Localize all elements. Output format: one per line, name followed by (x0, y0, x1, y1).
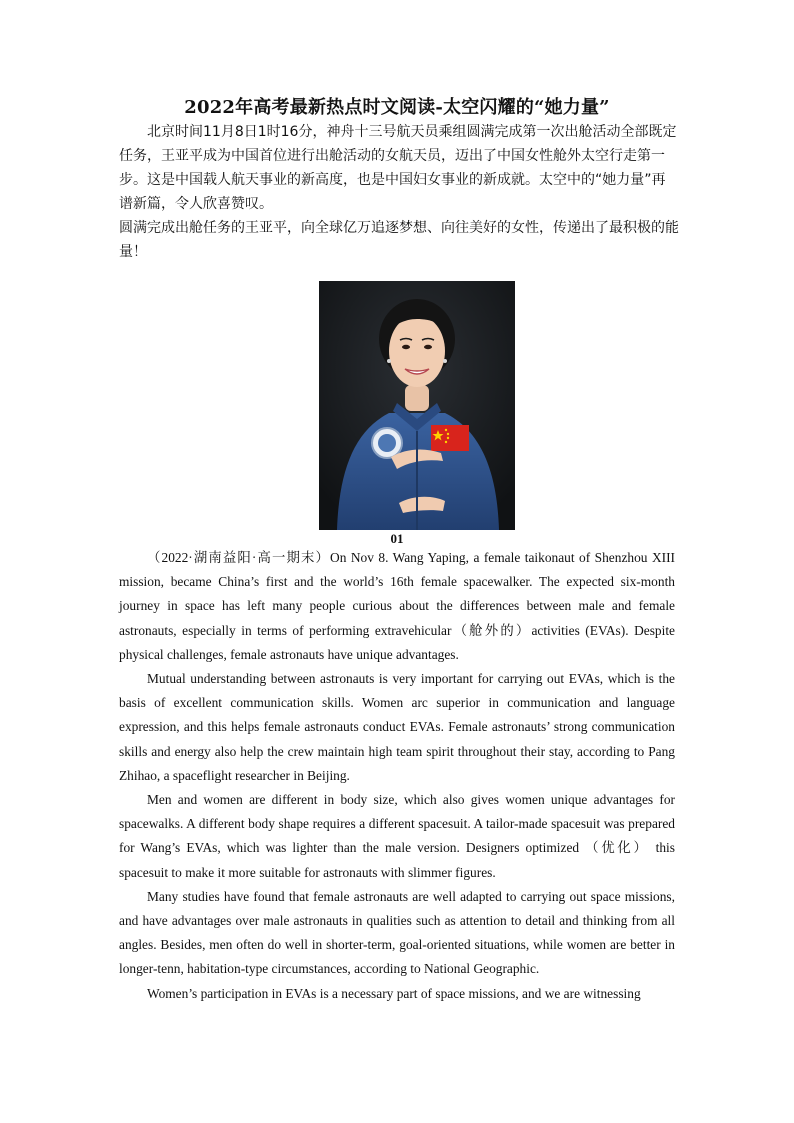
intro-paragraph-2: 圆满完成出舱任务的王亚平，向全球亿万追逐梦想、向往美好的女性，传递出了最积极的能量！ (119, 220, 679, 260)
photo-caption: 01 (390, 531, 404, 546)
passage-paragraph-2: Mutual understanding between astronauts is very important for carrying out EVAs, which is the basis of excellent communication skills. Women arc superior in communication and language expression, and this helps female astronauts conduct EVAs. Female astronauts’ strong communication skills and energy also help the crew maintain high team spirit throughout their stay, according to Pang Zhihao, a spaceflight researcher in Beijing. (119, 671, 675, 783)
chinese-intro (119, 120, 679, 264)
passage-paragraph-4: Many studies have found that female astronauts are well adapted to carrying out space missions, and have advantages over male astronauts in qualities such as attention to detail and thinking from all angles. Besides, men often do well in shorter-term, goal-oriented situations, while women are better in longer-tenn, habitation-type circumstances, according to National Geographic. (119, 888, 675, 977)
english-passage (119, 546, 675, 1006)
passage-paragraph-5: Women’s participation in EVAs is a necessary part of space missions, and we are witnessing (147, 985, 641, 1001)
passage-paragraph-3: Men and women are different in body size, which also gives women unique advantages for spacewalks. A different body shape requires a different spacesuit. A tailor-made spacesuit was prepared for Wang’s EVAs, which was lighter than the male version. Designers optimized （优化） this spacesuit to make it more suitable for astronauts with slimmer figures. (119, 792, 675, 880)
astronaut-photo (319, 281, 515, 530)
passage-paragraph-1: （2022·湖南益阳·高一期末）On Nov 8. Wang Yaping, a female taikonaut of Shenzhou XIII mission, became China’s first and the world’s 16th female spacewalker. The expected six-month journey in space has left many people curious about the differences between male and female astronauts, especially in terms of performing extravehicular（舱外的）activities (EVAs). Despite physical challenges, female astronauts have unique advantages. (119, 550, 675, 662)
document-title: 2022年高考最新热点时文阅读-太空闪耀的“她力量” (184, 97, 610, 118)
intro-paragraph-1: 北京时间11月8日1时16分，神舟十三号航天员乘组圆满完成第一次出舱活动全部既定任务，王亚平成为中国首位进行出舱活动的女航天员，迈出了中国女性舱外太空行走第一步。这是中国载人航天事业的新高度，也是中国妇女事业的新成就。太空中的“她力量”再谱新篇，令人欣喜赞叹。 (119, 124, 677, 212)
